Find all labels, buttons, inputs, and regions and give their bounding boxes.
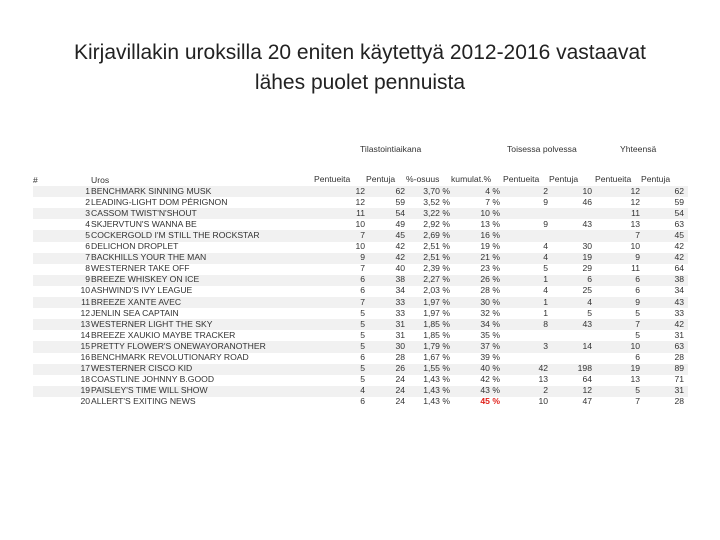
- cell-litters: 10: [355, 218, 365, 229]
- cell-t-litters: 13: [630, 218, 640, 229]
- cell-name: COCKERGOLD I'M STILL THE ROCKSTAR: [91, 229, 260, 240]
- cell-t-puppies: 43: [674, 296, 684, 307]
- title-line-1: Kirjavillakin uroksilla 20 eniten käytettyä 2012-2016 vastaavat: [74, 41, 646, 64]
- cell-t-puppies: 42: [674, 241, 684, 251]
- cell-sg-puppies: 4: [587, 296, 592, 307]
- cell-sg-litters: 8: [543, 318, 548, 329]
- header-rank: #: [33, 175, 38, 185]
- cell-share: 2,03 %: [423, 285, 450, 296]
- cell-t-puppies: 31: [674, 385, 684, 396]
- cell-t-puppies: 42: [674, 252, 684, 263]
- cell-litters: 6: [360, 274, 365, 285]
- cell-rank: 3: [85, 207, 90, 218]
- cell-sg-puppies: 10: [582, 185, 592, 196]
- cell-cumul: 21 %: [480, 252, 500, 263]
- cell-t-litters: 10: [630, 241, 640, 251]
- group-header-second-gen: Toisessa polvessa: [507, 144, 577, 154]
- cell-cumul: 7 %: [485, 196, 500, 207]
- cell-litters: 5: [360, 318, 365, 329]
- cell-name: BREEZE XAUKIO MAYBE TRACKER: [91, 329, 236, 340]
- cell-rank: 10: [80, 285, 90, 296]
- cell-cumul: 39 %: [480, 352, 500, 362]
- cell-t-litters: 12: [630, 196, 640, 207]
- header-t-puppies: Pentuja: [641, 174, 671, 184]
- cell-name: SKJERVTUN'S WANNA BE: [91, 218, 197, 229]
- header-puppies: Pentuja: [366, 174, 396, 184]
- cell-name: BENCHMARK SINNING MUSK: [91, 185, 212, 196]
- cell-litters: 7: [360, 296, 365, 307]
- cell-sg-litters: 1: [543, 274, 548, 285]
- cell-sg-puppies: 6: [587, 274, 592, 285]
- cell-puppies: 34: [395, 285, 405, 296]
- cell-rank: 8: [85, 263, 90, 274]
- cell-litters: 7: [360, 263, 365, 274]
- cell-cumul: 23 %: [480, 263, 500, 274]
- cell-t-litters: 5: [635, 307, 640, 318]
- cell-puppies: 31: [395, 318, 405, 329]
- cell-rank: 16: [80, 352, 90, 362]
- cell-cumul: 40 %: [480, 363, 500, 374]
- cell-sg-puppies: 5: [587, 307, 592, 318]
- cell-name: BREEZE XANTE AVEC: [91, 296, 182, 307]
- group-header-period: Tilastointiaikana: [360, 144, 422, 154]
- cell-share: 2,51 %: [423, 252, 450, 263]
- cell-rank: 2: [85, 196, 90, 207]
- cell-cumul: 4 %: [485, 185, 500, 196]
- cell-sg-puppies: 198: [577, 363, 592, 374]
- cell-cumul: 32 %: [480, 307, 500, 318]
- cell-rank: 6: [85, 241, 90, 251]
- cell-litters: 6: [360, 352, 365, 362]
- cell-litters: 12: [355, 196, 365, 207]
- cell-sg-litters: 1: [543, 296, 548, 307]
- header-sg-litters: Pentueita: [503, 174, 540, 184]
- cell-rank: 4: [85, 218, 90, 229]
- cell-share: 1,85 %: [423, 318, 450, 329]
- cell-t-litters: 12: [630, 185, 640, 196]
- cell-sg-litters: 42: [538, 363, 548, 374]
- cell-litters: 4: [360, 385, 365, 396]
- cell-name: LEADING-LIGHT DOM PÉRIGNON: [91, 196, 228, 207]
- cell-puppies: 33: [395, 296, 405, 307]
- cell-sg-puppies: 43: [582, 318, 592, 329]
- cell-sg-litters: 2: [543, 385, 548, 396]
- cell-t-puppies: 33: [674, 307, 684, 318]
- cell-share: 2,92 %: [423, 218, 450, 229]
- cell-t-puppies: 31: [674, 329, 684, 340]
- cell-t-litters: 7: [635, 396, 640, 407]
- cell-litters: 5: [360, 329, 365, 340]
- cell-t-litters: 7: [635, 318, 640, 329]
- cell-t-litters: 6: [635, 285, 640, 296]
- cell-litters: 5: [360, 340, 365, 351]
- cell-t-puppies: 42: [674, 318, 684, 329]
- cell-litters: 10: [355, 241, 365, 251]
- header-name: Uros: [91, 175, 110, 185]
- cell-litters: 6: [360, 396, 365, 407]
- cell-sg-litters: 1: [543, 307, 548, 318]
- cell-cumul: 13 %: [480, 218, 500, 229]
- cell-share: 1,43 %: [423, 385, 450, 396]
- cell-t-puppies: 71: [674, 374, 684, 385]
- cell-litters: 11: [356, 207, 365, 218]
- cell-puppies: 38: [395, 274, 405, 285]
- cell-name: COASTLINE JOHNNY B.GOOD: [91, 374, 215, 385]
- cell-cumul: 34 %: [480, 318, 500, 329]
- header-sg-puppies: Pentuja: [549, 174, 579, 184]
- cell-puppies: 42: [395, 252, 405, 263]
- cell-share: 2,69 %: [423, 229, 450, 240]
- cell-rank: 11: [81, 296, 90, 307]
- cell-cumul: 37 %: [480, 340, 500, 351]
- cell-sg-litters: 9: [543, 196, 548, 207]
- header-t-litters: Pentueita: [595, 174, 632, 184]
- cell-litters: 9: [360, 252, 365, 263]
- cell-t-litters: 7: [635, 229, 640, 240]
- cell-t-litters: 19: [630, 363, 640, 374]
- cell-t-puppies: 63: [674, 340, 684, 351]
- slide-title: [0, 38, 720, 98]
- cell-sg-puppies: 30: [582, 241, 592, 251]
- cell-t-litters: 13: [630, 374, 640, 385]
- cell-litters: 6: [360, 285, 365, 296]
- cell-cumul: 45 %: [480, 396, 500, 407]
- cell-sg-puppies: 19: [582, 252, 592, 263]
- cell-share: 3,22 %: [423, 207, 450, 218]
- cell-share: 2,51 %: [423, 241, 450, 251]
- cell-rank: 15: [80, 340, 90, 351]
- cell-t-litters: 9: [635, 252, 640, 263]
- cell-share: 1,97 %: [423, 296, 450, 307]
- cell-sg-litters: 9: [543, 218, 548, 229]
- cell-puppies: 33: [395, 307, 405, 318]
- cell-puppies: 49: [395, 218, 405, 229]
- cell-t-litters: 5: [635, 329, 640, 340]
- cell-litters: 7: [360, 229, 365, 240]
- cell-puppies: 31: [395, 329, 405, 340]
- cell-puppies: 62: [395, 185, 405, 196]
- cell-share: 1,67 %: [423, 352, 450, 362]
- cell-cumul: 28 %: [480, 285, 500, 296]
- header-share: %-osuus: [406, 174, 440, 184]
- cell-name: PAISLEY'S TIME WILL SHOW: [91, 385, 208, 396]
- cell-share: 1,85 %: [423, 329, 450, 340]
- cell-rank: 20: [80, 396, 90, 407]
- cell-sg-puppies: 64: [582, 374, 592, 385]
- cell-share: 1,97 %: [423, 307, 450, 318]
- cell-t-puppies: 89: [674, 363, 684, 374]
- cell-rank: 14: [80, 329, 90, 340]
- cell-name: WESTERNER LIGHT THE SKY: [91, 318, 213, 329]
- cell-puppies: 28: [395, 352, 405, 362]
- cell-puppies: 45: [395, 229, 405, 240]
- header-cumul: kumulat.%: [451, 174, 492, 184]
- cell-rank: 9: [85, 274, 90, 285]
- cell-rank: 18: [80, 374, 90, 385]
- cell-cumul: 16 %: [480, 229, 500, 240]
- cell-t-puppies: 28: [674, 352, 684, 362]
- cell-share: 3,70 %: [423, 185, 450, 196]
- cell-puppies: 42: [395, 241, 405, 251]
- group-header-total: Yhteensä: [620, 144, 657, 154]
- cell-name: ASHWIND'S IVY LEAGUE: [91, 285, 193, 296]
- cell-t-puppies: 63: [674, 218, 684, 229]
- cell-litters: 12: [355, 185, 365, 196]
- cell-sg-puppies: 29: [582, 263, 592, 274]
- cell-name: DELICHON DROPLET: [91, 241, 179, 251]
- cell-t-puppies: 62: [674, 185, 684, 196]
- cell-puppies: 24: [395, 385, 405, 396]
- cell-puppies: 54: [395, 207, 405, 218]
- cell-t-litters: 6: [635, 352, 640, 362]
- cell-sg-litters: 10: [538, 396, 548, 407]
- cell-rank: 1: [85, 185, 90, 196]
- cell-t-litters: 11: [631, 207, 640, 218]
- cell-sg-litters: 3: [543, 340, 548, 351]
- cell-rank: 19: [80, 385, 90, 396]
- cell-rank: 5: [85, 229, 90, 240]
- cell-litters: 5: [360, 374, 365, 385]
- cell-puppies: 30: [395, 340, 405, 351]
- cell-share: 1,43 %: [423, 396, 450, 407]
- cell-share: 1,79 %: [423, 340, 450, 351]
- cell-name: JENLIN SEA CAPTAIN: [91, 307, 179, 318]
- cell-sg-litters: 4: [543, 241, 548, 251]
- cell-sg-puppies: 43: [582, 218, 592, 229]
- cell-t-litters: 5: [635, 385, 640, 396]
- cell-share: 3,52 %: [423, 196, 450, 207]
- cell-t-puppies: 38: [674, 274, 684, 285]
- cell-sg-litters: 13: [538, 374, 548, 385]
- cell-t-puppies: 64: [674, 263, 684, 274]
- cell-sg-litters: 4: [543, 285, 548, 296]
- cell-rank: 7: [85, 252, 90, 263]
- cell-litters: 5: [360, 363, 365, 374]
- cell-t-puppies: 34: [674, 285, 684, 296]
- cell-puppies: 59: [395, 196, 405, 207]
- cell-puppies: 40: [395, 263, 405, 274]
- cell-sg-litters: 2: [543, 185, 548, 196]
- cell-sg-puppies: 47: [582, 396, 592, 407]
- cell-sg-litters: 4: [543, 252, 548, 263]
- cell-t-puppies: 54: [674, 207, 684, 218]
- cell-cumul: 26 %: [480, 274, 500, 285]
- cell-t-puppies: 28: [674, 396, 684, 407]
- cell-puppies: 24: [395, 374, 405, 385]
- cell-cumul: 35 %: [480, 329, 500, 340]
- cell-cumul: 30 %: [480, 296, 500, 307]
- cell-name: BACKHILLS YOUR THE MAN: [91, 252, 207, 263]
- cell-litters: 5: [360, 307, 365, 318]
- cell-name: BENCHMARK REVOLUTIONARY ROAD: [91, 352, 249, 362]
- cell-sg-puppies: 12: [582, 385, 592, 396]
- cell-puppies: 26: [395, 363, 405, 374]
- cell-cumul: 42 %: [480, 374, 500, 385]
- cell-t-litters: 10: [630, 340, 640, 351]
- cell-share: 1,55 %: [423, 363, 450, 374]
- cell-name: WESTERNER CISCO KID: [91, 363, 193, 374]
- cell-t-litters: 11: [631, 263, 640, 274]
- cell-name: ALLERT'S EXITING NEWS: [91, 396, 196, 407]
- cell-t-litters: 9: [635, 296, 640, 307]
- cell-share: 1,43 %: [423, 374, 450, 385]
- cell-name: WESTERNER TAKE OFF: [91, 263, 190, 274]
- cell-t-litters: 6: [635, 274, 640, 285]
- cell-cumul: 19 %: [480, 241, 500, 251]
- cell-rank: 17: [80, 363, 90, 374]
- cell-share: 2,39 %: [423, 263, 450, 274]
- cell-name: CASSOM TWIST'N'SHOUT: [91, 207, 197, 218]
- title-line-2: lähes puolet pennuista: [254, 71, 466, 94]
- cell-puppies: 24: [395, 396, 405, 407]
- cell-share: 2,27 %: [423, 274, 450, 285]
- cell-rank: 12: [80, 307, 90, 318]
- cell-cumul: 43 %: [480, 385, 500, 396]
- cell-rank: 13: [80, 318, 90, 329]
- cell-t-puppies: 45: [674, 229, 684, 240]
- cell-t-puppies: 59: [674, 196, 684, 207]
- cell-sg-puppies: 14: [582, 340, 592, 351]
- cell-sg-puppies: 46: [582, 196, 592, 207]
- cell-name: BREEZE WHISKEY ON ICE: [91, 274, 200, 285]
- cell-sg-litters: 5: [543, 263, 548, 274]
- cell-sg-puppies: 25: [582, 285, 592, 296]
- cell-cumul: 10 %: [480, 207, 500, 218]
- header-litters: Pentueita: [314, 174, 351, 184]
- cell-name: PRETTY FLOWER'S ONEWAYORANOTHER: [91, 340, 266, 351]
